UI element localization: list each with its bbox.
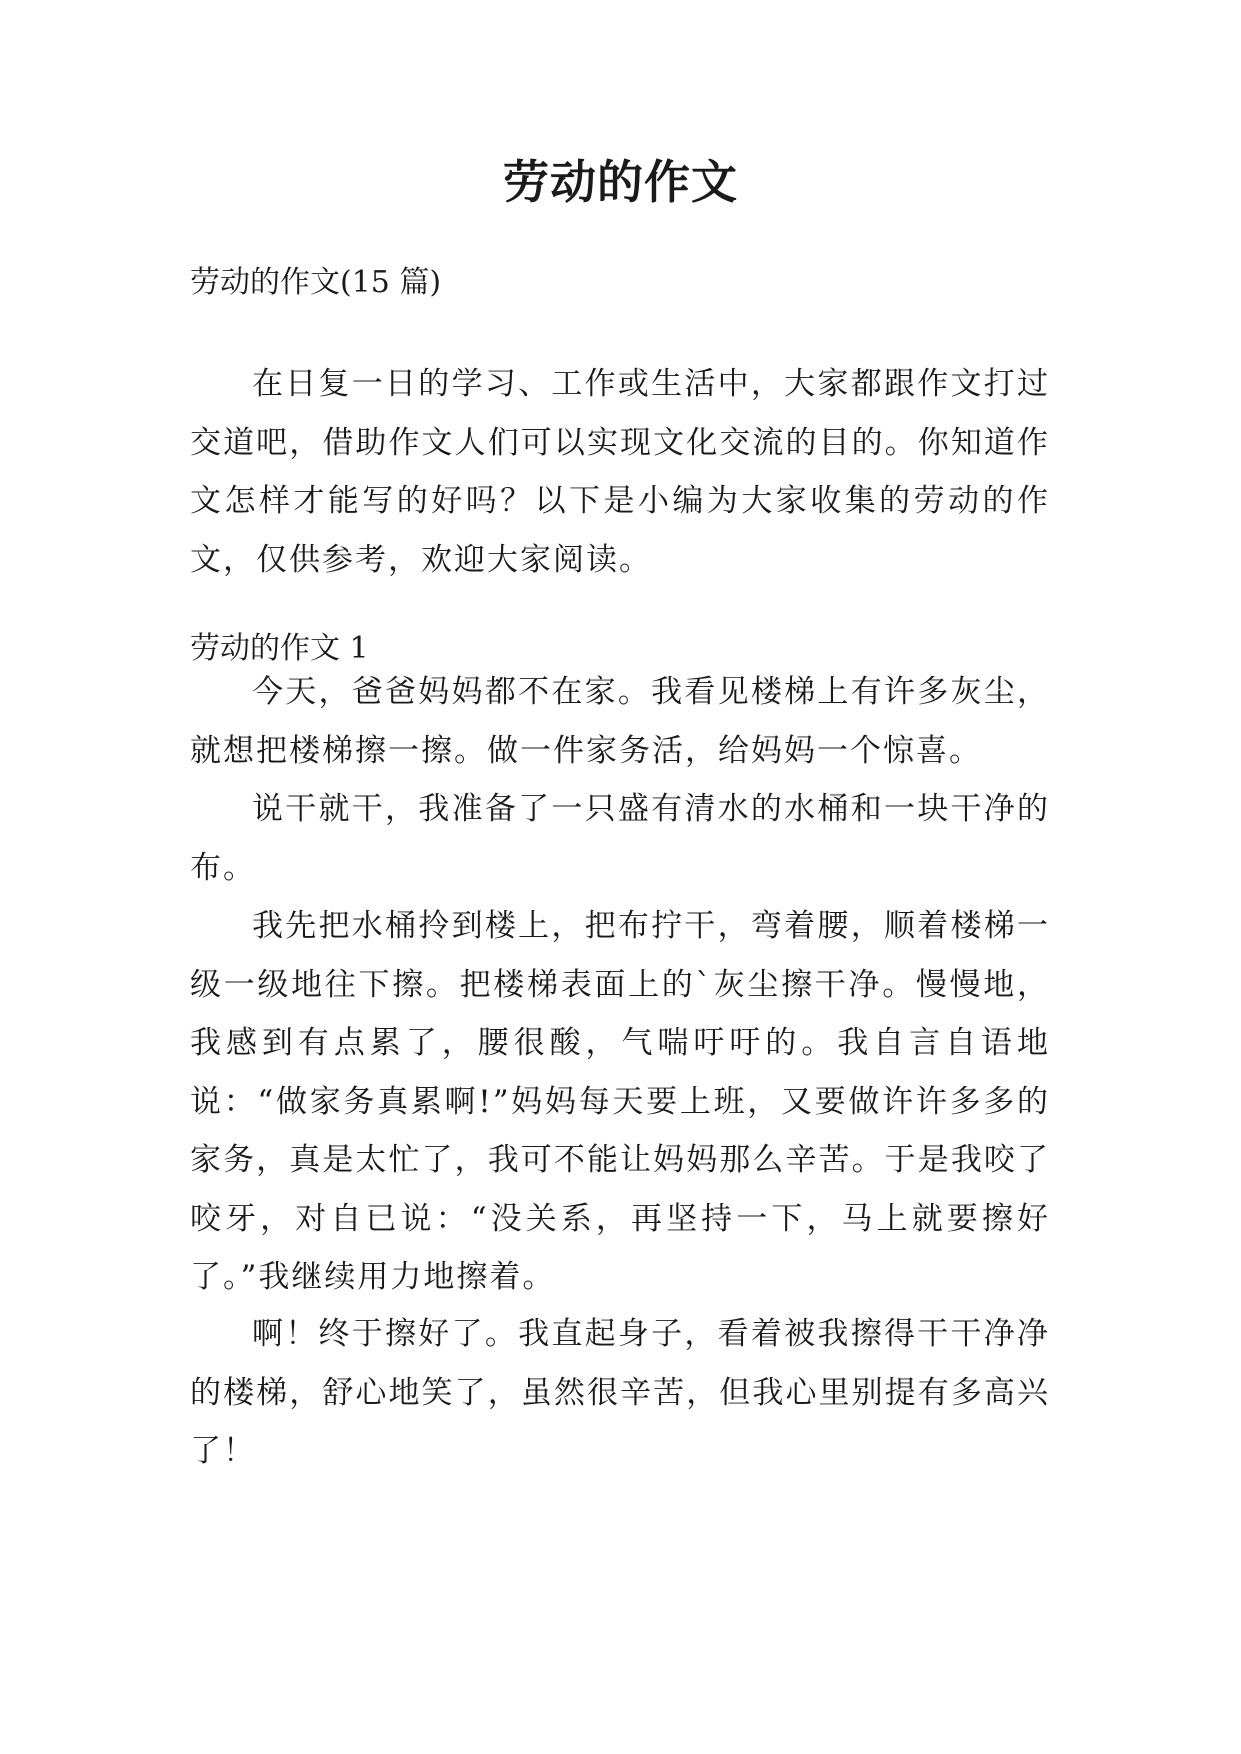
body-paragraph-2: 说干就干，我准备了一只盛有清水的水桶和一块干净的布。 — [190, 791, 1050, 886]
page-title: 劳动的作文 — [503, 155, 738, 209]
document-subtitle: 劳动的作文(15 篇) — [190, 265, 442, 300]
body-paragraph-1: 今天，爸爸妈妈都不在家。我看见楼梯上有许多灰尘，就想把楼梯擦一擦。做一件家务活，给妈妈一个惊喜。 — [190, 674, 1050, 769]
body-paragraph-4: 啊！终于擦好了。我直起身子，看着被我擦得干干净净的楼梯，舒心地笑了，虽然很辛苦，但我心里别提有多高兴了！ — [190, 1316, 1050, 1469]
section-heading: 劳动的作文 1 — [190, 631, 369, 666]
body-paragraph-3: 我先把水桶拎到楼上，把布拧干，弯着腰，顺着楼梯一级一级地往下擦。把楼梯表面上的`灰尘擦干净。慢慢地，我感到有点累了，腰很酸，气喘吁吁的。我自言自语地说：“做家务真累啊!”妈妈每天要上班，又要做许许多多的家务，真是太忙了，我可不能让妈妈那么辛苦。于是我咬了咬牙，对自已说：“没关系，再坚持一下，马上就要擦好了。”我继续用力地擦着。 — [190, 908, 1050, 1295]
intro-paragraph: 在日复一日的学习、工作或生活中，大家都跟作文打过交道吧，借助作文人们可以实现文化交流的目的。你知道作文怎样才能写的好吗？以下是小编为大家收集的劳动的作文，仅供参考，欢迎大家阅读。 — [190, 366, 1050, 578]
